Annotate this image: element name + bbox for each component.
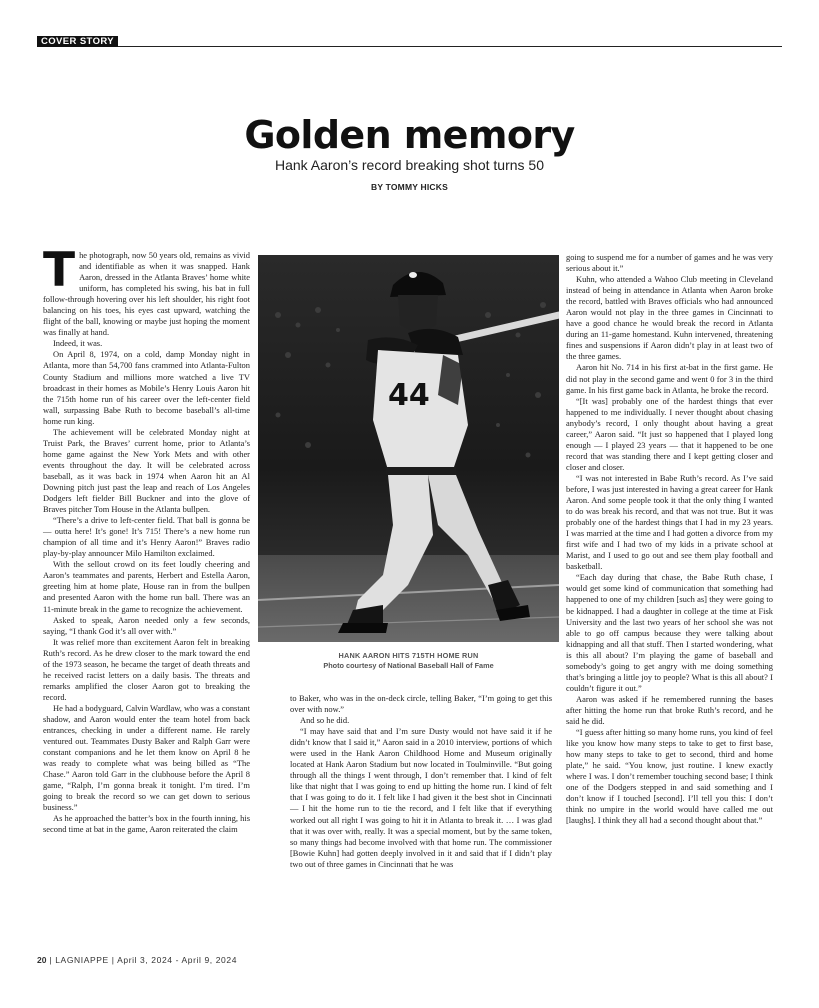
article-paragraph: And so he did. [300,715,350,726]
article-paragraph: “Each day during that chase, the Babe Ruth chase, I would get some kind of communication that something had happened to one of my children [such as] they were going to be kidnapped. I had a daughter in college at the time at Fisk University and the last two years of her school she was not able to go off campus because they were talking about kidnapping and all that stuff. Then I started wondering, what is this all about? I’m playing the game of baseball and somebody’s going to get angry with me doing something that’s bringing a little joy to people? What is this all about? I couldn’t figure it out.” [566,572,773,693]
batter-illustration [258,255,559,642]
jersey-number: 44 [388,378,430,413]
page-footer [37,955,237,965]
article-paragraph: going to suspend me for a number of games and he was very serious about it.” [566,252,773,274]
section-tag: COVER STORY [37,36,118,47]
issue-dates: April 3, 2024 - April 9, 2024 [117,955,238,965]
article-paragraph: It was relief more than excitement Aaron felt in breaking Ruth’s record. As he drew closer to the mark toward the end of the 1973 season, he became the target of death threats and he received racist letters on a daily basis. The threats and remarks amplified the closer Aaron got to breaking the record. [43,636,250,702]
article-column-1 [43,243,250,835]
publication-name: LAGNIAPPE [55,955,109,965]
article-paragraph: Indeed, it was. [53,338,103,349]
article-paragraph: “I guess after hitting so many home runs, you kind of feel like you know how many steps to take to get to first base, how many steps to take to get to second, third and home plate,” he said. “You know, just routine. I knew exactly where I was. I don’t remember touching second base; I think one of the Dodgers stepped in and said something and I don’t know if I touched [second]. I’ll tell you this: I don’t think no umpire in the world would have called me out [laughs]. I think they all had a second thought about that.” [566,727,773,826]
article-paragraph: As he approached the batter’s box in the fourth inning, his second time at bat in the game, Aaron reiterated the claim [43,813,250,835]
article-column-2 [290,693,552,870]
headline: Golden memory [244,113,575,157]
footer-separator: | [111,955,115,965]
photo-caption-credit: Photo courtesy of National Baseball Hall of Fame [323,661,494,670]
article-paragraph: Asked to speak, Aaron needed only a few seconds, saying, “I thank God it’s all over with.” [43,614,250,636]
article-paragraph: Aaron hit No. 714 in his first at-bat in the first game. He did not play in the second game and went 0 for 3 in the third game. In his first game back in Atlanta, he broke the record. [566,362,773,395]
subheadline: Hank Aaron’s record breaking shot turns 50 [274,157,544,173]
article-paragraph: “There’s a drive to left-center field. That ball is gonna be — outta here! It’s gone! It’s 715! There’s a new home run champion of all time and it’s Henry Aaron!” Braves radio play-by-play announcer Milo Hamilton exclaimed. [43,515,250,559]
article-column-3 [566,252,773,826]
page-number: 20 [37,955,47,965]
article-paragraph: With the sellout crowd on its feet loudly cheering and Aaron’s teammates and parents, Herbert and Estella Aaron, greeting him at home plate, House ran in from the bullpen and presented Aaron with the home run ball. There was an 11-minute break in the game to recognize the achievement. [43,559,250,614]
article-paragraph: The photograph, now 50 years old, remains as vivid and identifiable as when it was snapped. Hank Aaron, dressed in the Atlanta Braves’ home white uniform, has completed his swing, his bat in full follow-through hovering over his left shoulder, his right foot balancing on his toes, his eyes cast upward, watching the flight of the ball, knowing or maybe just hoping the moment was finally at hand. [43,243,250,338]
article-paragraph: The achievement will be celebrated Monday night at Truist Park, the Braves’ current home, prior to Atlanta’s home game against the New York Mets and with other events throughout the day. It will be celebrated across baseball, as it was back in 1974 when Aaron hit an Al Downing pitch just past the leap and reach of Los Angeles Dodgers left fielder Bill Buckner and into the glove of Braves pitcher Tom House in the Atlanta bullpen. [43,426,250,515]
article-paragraph: Aaron was asked if he remembered running the bases after hitting the home run that broke Ruth’s record, and he said he did. [566,693,773,726]
article-paragraph: He had a bodyguard, Calvin Wardlaw, who was a constant shadow, and Aaron would enter the team hotel from back entrances, checking in under a different name. He rarely ventured out. Teammates Dusty Baker and Ralph Garr were constant companions and he let them know on April 8 he was ready to complete what was being billed as “The Chase.” Aaron told Garr in the clubhouse before the April 8 game, “Ralph, I’m gonna break it tonight. I’m tired. I’m going to break the record so we can get down to serious business.” [43,702,250,813]
hank-aaron-photo [258,255,559,642]
byline: BY TOMMY HICKS [371,182,448,192]
article-paragraph: to Baker, who was in the on-deck circle, telling Baker, “I’m going to get this over with now.” [290,693,552,715]
section-rule [37,46,782,47]
article-paragraph: “[It was] probably one of the hardest things that ever happened to me individually. I never thought about chasing anybody’s record, I only thought about having a great career,” Aaron said. “It just so happened that I played long enough — I played 23 years — that it happened to be one record that was standing there and I kept getting closer and closer and closer. [566,395,773,472]
article-paragraph: On April 8, 1974, on a cold, damp Monday night in Atlanta, more than 54,700 fans crammed into Atlanta-Fulton County Stadium and millions more watched a live TV broadcast in their homes as Mobile’s Henry Louis Aaron hit the 715th home run of his career over the left-center field wall, surpassing Babe Ruth to become baseball’s all-time home run king. [43,349,250,426]
footer-separator: | [49,955,53,965]
drop-cap: T [43,243,76,298]
photo-caption-title: HANK AARON HITS 715TH HOME RUN [338,651,479,660]
article-paragraph: Kuhn, who attended a Wahoo Club meeting in Cleveland instead of being in attendance in Atlanta when Aaron broke the record, battled with Braves officials who had announced Aaron would not play in the three games in Cincinnati to have a good chance he would break the record in Atlanta during an 11-game homestand. Kuhn intervened, threatening fines and suspensions if Aaron didn’t play in at least two of the three games. [566,274,773,362]
article-paragraph: “I was not interested in Babe Ruth’s record. As I’ve said before, I was just interested in having a great career for Hank Aaron. And some people took it that the only thing I wanted to do was break his record, and that was not true. But it was probably one of the hardest things that I had in my 23 years. I was married at the time and I had gotten a divorce from my first wife and I had two of my kids in a private school at Marist, and I used to go out and see them play football and basketball. [566,472,773,572]
article-paragraph: “I may have said that and I’m sure Dusty would not have said it if he didn’t know that I said it,” Aaron said in a 2010 interview, portions of which were used in the Hank Aaron Childhood Home and Museum originally located at Hank Aaron Stadium but now located in Toulminville. “But going through all the things I went through, I don’t remember that. I kind of felt like that night that I was going to end up hitting the home run. I kind of felt that I was going to do it. I felt like I had given it the best shot in Cincinnati — I hit the home run to tie the record, and I felt like that if everything worked out all right I was going to hit it in Atlanta to break it. … I was glad that it was over with, really. It was a special moment, but by the same token, so many things had become involved with that home run. The commissioner [Bowie Kuhn] had gotten deeply involved in it and said that if I didn’t play two out of three games in Cincinnati that he was [290,726,552,869]
